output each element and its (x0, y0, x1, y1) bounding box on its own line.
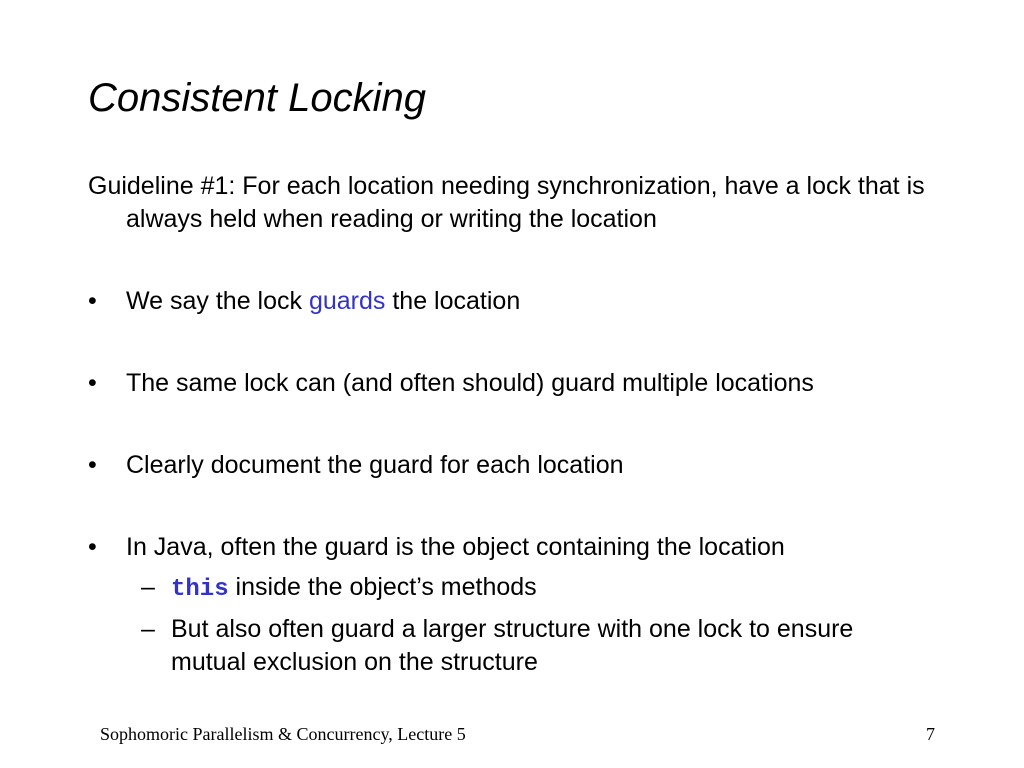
footer-course-title: Sophomoric Parallelism & Concurrency, Lecture 5 (100, 724, 466, 744)
guideline-text: Guideline #1: For each location needing synchronization, have a lock that is always held when reading or writing the location (88, 172, 925, 233)
code-keyword: this (171, 576, 229, 603)
bullet-text-after: the location (385, 287, 521, 315)
bullet-marker: • (88, 451, 97, 479)
bullet-marker: • (88, 287, 97, 315)
sub-bullet-text (171, 571, 891, 606)
bullet-marker: • (88, 369, 97, 397)
bullet-text: Clearly document the guard for each location (126, 451, 624, 479)
sub-bullet-marker: – (141, 615, 155, 643)
highlighted-term: guards (308, 287, 386, 315)
bullet-text: In Java, often the guard is the object containing the location (126, 533, 785, 561)
bullet-text-before: We say the lock (126, 287, 309, 315)
bullet-marker: • (88, 533, 97, 561)
sub-bullet-marker: – (141, 573, 155, 601)
sub-bullet-text: But also often guard a larger structure with one lock to ensure mutual exclusion on the structure (171, 615, 854, 676)
slide-title: Consistent Locking (88, 76, 426, 120)
bullet-text (126, 285, 520, 318)
bullet-text: The same lock can (and often should) guard multiple locations (126, 369, 814, 397)
sub-bullet-text-after: inside the object’s methods (228, 573, 537, 601)
footer-page-number: 7 (926, 724, 935, 744)
